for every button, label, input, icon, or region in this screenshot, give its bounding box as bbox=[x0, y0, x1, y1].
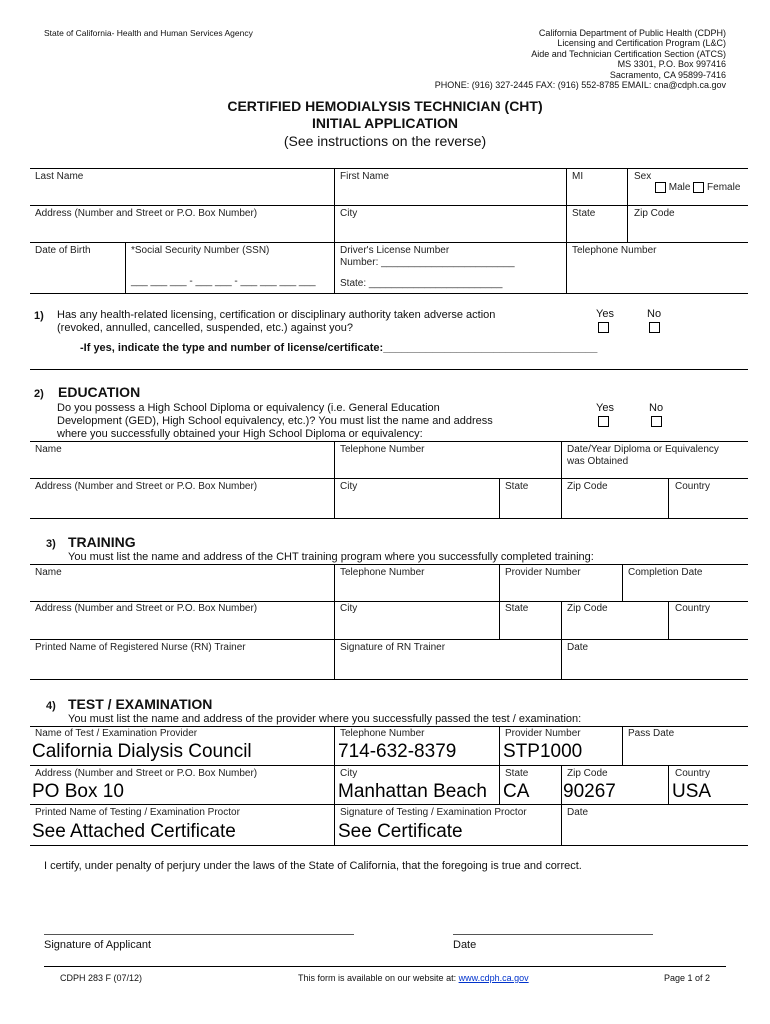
q1-text-line: (revoked, annulled, cancelled, suspended, etc.) against you? bbox=[57, 322, 353, 334]
test-provider-number-value[interactable]: STP1000 bbox=[503, 741, 583, 762]
divider bbox=[30, 293, 748, 294]
divider bbox=[30, 168, 748, 169]
education-no-label: No bbox=[649, 402, 664, 414]
contact-line: Licensing and Certification Program (L&C) bbox=[557, 38, 726, 49]
date-line[interactable] bbox=[453, 934, 653, 935]
test-telephone-label: Telephone Number bbox=[340, 728, 425, 739]
divider bbox=[668, 478, 669, 518]
divider bbox=[561, 441, 562, 518]
training-provider-label: Provider Number bbox=[505, 567, 581, 578]
first-name-label: First Name bbox=[340, 171, 389, 182]
department-contact bbox=[435, 28, 726, 90]
test-provider-name-value[interactable]: California Dialysis Council bbox=[32, 741, 252, 762]
divider bbox=[30, 564, 748, 565]
proctor-date-label: Date bbox=[567, 807, 589, 818]
training-completion-label: Completion Date bbox=[628, 567, 703, 578]
divider bbox=[334, 564, 335, 679]
test-zip-label: Zip Code bbox=[567, 768, 608, 779]
divider bbox=[668, 601, 669, 639]
training-name-label: Name bbox=[35, 567, 62, 578]
divider bbox=[125, 242, 126, 293]
signature-applicant-label: Signature of Applicant bbox=[44, 939, 152, 951]
training-country-label: Country bbox=[675, 603, 711, 614]
training-telephone-label: Telephone Number bbox=[340, 567, 425, 578]
q1-yes-label: Yes bbox=[596, 308, 614, 320]
female-checkbox[interactable] bbox=[693, 182, 704, 193]
footer-website bbox=[298, 973, 529, 984]
dl-label: Driver's License Number bbox=[340, 245, 450, 256]
education-yes-label: Yes bbox=[596, 402, 614, 414]
divider bbox=[30, 679, 748, 680]
divider bbox=[334, 726, 335, 845]
mi-label: MI bbox=[572, 171, 584, 182]
test-state-value[interactable]: CA bbox=[503, 781, 530, 802]
test-address-value[interactable]: PO Box 10 bbox=[32, 781, 124, 802]
education-text-line: Do you possess a High School Diploma or equivalency (i.e. General Education bbox=[57, 402, 440, 414]
divider bbox=[622, 726, 623, 765]
edu-city-label: City bbox=[340, 481, 358, 492]
address-label: Address (Number and Street or P.O. Box Number) bbox=[35, 208, 258, 219]
edu-state-label: State bbox=[505, 481, 529, 492]
test-pass-date-label: Pass Date bbox=[628, 728, 675, 739]
q1-text bbox=[57, 309, 495, 335]
training-state-label: State bbox=[505, 603, 529, 614]
edu-date-label-line: was Obtained bbox=[567, 456, 629, 467]
edu-telephone-label: Telephone Number bbox=[340, 444, 425, 455]
city-label: City bbox=[340, 208, 358, 219]
male-label: Male bbox=[668, 182, 691, 194]
test-text: You must list the name and address of the provider where you successfully passed the test / examination: bbox=[68, 713, 582, 725]
male-checkbox[interactable] bbox=[655, 182, 666, 193]
edu-zip-label: Zip Code bbox=[567, 481, 608, 492]
section-number: 2) bbox=[34, 388, 44, 400]
form-id: CDPH 283 F (07/12) bbox=[60, 973, 143, 983]
question-number: 1) bbox=[34, 310, 44, 322]
divider bbox=[499, 478, 500, 518]
training-text: You must list the name and address of the CHT training program where you successfully completed training: bbox=[68, 551, 594, 563]
education-text bbox=[57, 402, 493, 441]
education-yes-checkbox[interactable] bbox=[598, 416, 609, 427]
edu-date-label-line: Date/Year Diploma or Equivalency bbox=[567, 444, 719, 455]
test-provider-name-label: Name of Test / Examination Provider bbox=[35, 728, 198, 739]
divider bbox=[499, 726, 500, 804]
contact-line: Aide and Technician Certification Section (ATCS) bbox=[531, 48, 726, 59]
divider bbox=[30, 845, 748, 846]
dl-number-field[interactable]: Number: ________________________ bbox=[340, 257, 515, 268]
form-title: CERTIFIED HEMODIALYSIS TECHNICIAN (CHT) bbox=[227, 98, 543, 114]
test-country-label: Country bbox=[675, 768, 711, 779]
contact-line: PHONE: (916) 327-2445 FAX: (916) 552-8785 EMAIL: cna@cdph.ca.gov bbox=[434, 80, 726, 91]
divider bbox=[30, 205, 748, 206]
section-number: 4) bbox=[46, 700, 56, 712]
divider bbox=[334, 168, 335, 293]
rn-name-label: Printed Name of Registered Nurse (RN) Trainer bbox=[35, 642, 246, 653]
test-title: TEST / EXAMINATION bbox=[68, 696, 213, 712]
signature-line[interactable] bbox=[44, 934, 354, 935]
q1-text-line: Has any health-related licensing, certification or disciplinary authority taken adverse action bbox=[57, 309, 496, 321]
telephone-label: Telephone Number bbox=[572, 245, 657, 256]
test-address-label: Address (Number and Street or P.O. Box Number) bbox=[35, 768, 258, 779]
divider bbox=[30, 441, 748, 442]
divider bbox=[566, 168, 567, 293]
test-zip-value[interactable]: 90267 bbox=[563, 781, 616, 802]
agency-name: State of California- Health and Human Services Agency bbox=[44, 28, 253, 38]
test-city-label: City bbox=[340, 768, 358, 779]
sex-label: Sex bbox=[634, 171, 652, 182]
rn-date-label: Date bbox=[567, 642, 589, 653]
divider bbox=[561, 601, 562, 679]
divider bbox=[561, 765, 562, 845]
edu-address-label: Address (Number and Street or P.O. Box Number) bbox=[35, 481, 258, 492]
zip-label: Zip Code bbox=[634, 208, 675, 219]
section-number: 3) bbox=[46, 538, 56, 550]
edu-date-label bbox=[567, 444, 719, 468]
edu-country-label: Country bbox=[675, 481, 711, 492]
training-title: TRAINING bbox=[68, 534, 136, 550]
divider bbox=[30, 601, 748, 602]
divider bbox=[668, 765, 669, 804]
female-label: Female bbox=[707, 182, 741, 194]
proctor-name-label: Printed Name of Testing / Examination Proctor bbox=[35, 807, 240, 818]
divider bbox=[622, 564, 623, 601]
proctor-signature-value[interactable]: See Certificate bbox=[338, 821, 463, 842]
test-state-label: State bbox=[505, 768, 529, 779]
contact-line: MS 3301, P.O. Box 997416 bbox=[617, 59, 726, 70]
last-name-label: Last Name bbox=[35, 171, 84, 182]
signature-date-label: Date bbox=[453, 939, 477, 951]
form-subtitle: INITIAL APPLICATION bbox=[312, 115, 458, 131]
certification-statement: I certify, under penalty of perjury under the laws of the State of California, that the foregoing is true and correct. bbox=[44, 860, 582, 872]
divider bbox=[30, 639, 748, 640]
divider bbox=[499, 564, 500, 639]
divider bbox=[627, 168, 628, 242]
proctor-signature-label: Signature of Testing / Examination Proctor bbox=[340, 807, 527, 818]
test-country-value[interactable]: USA bbox=[672, 781, 712, 802]
divider bbox=[30, 518, 748, 519]
website-link[interactable]: www.cdph.ca.gov bbox=[458, 973, 529, 983]
education-title: EDUCATION bbox=[58, 384, 141, 400]
state-label: State bbox=[572, 208, 596, 219]
q1-yes-checkbox[interactable] bbox=[598, 322, 609, 333]
education-no-checkbox[interactable] bbox=[651, 416, 662, 427]
ssn-blank[interactable]: ___ ___ ___ - ___ ___ - ___ ___ ___ ___ bbox=[131, 276, 316, 287]
contact-line: California Department of Public Health (CDPH) bbox=[538, 28, 726, 38]
website-text: This form is available on our website at: bbox=[298, 973, 457, 983]
divider bbox=[30, 478, 748, 479]
q1-ifyes-line[interactable]: -If yes, indicate the type and number of license/certificate:___________________________________ bbox=[80, 342, 598, 354]
form-instructions-note: (See instructions on the reverse) bbox=[283, 133, 487, 149]
training-address-label: Address (Number and Street or P.O. Box Number) bbox=[35, 603, 258, 614]
test-city-value[interactable]: Manhattan Beach bbox=[338, 781, 487, 802]
contact-line: Sacramento, CA 95899-7416 bbox=[609, 69, 726, 80]
test-telephone-value[interactable]: 714-632-8379 bbox=[338, 741, 457, 762]
test-provider-number-label: Provider Number bbox=[505, 728, 581, 739]
dl-state-field[interactable]: State: ________________________ bbox=[340, 278, 503, 289]
divider bbox=[334, 441, 335, 518]
page-number: Page 1 of 2 bbox=[663, 973, 710, 983]
divider bbox=[30, 804, 748, 805]
q1-no-checkbox[interactable] bbox=[649, 322, 660, 333]
training-zip-label: Zip Code bbox=[567, 603, 608, 614]
divider bbox=[30, 765, 748, 766]
dob-label: Date of Birth bbox=[35, 245, 91, 256]
rn-signature-label: Signature of RN Trainer bbox=[340, 642, 446, 653]
proctor-name-value[interactable]: See Attached Certificate bbox=[32, 821, 236, 842]
education-text-line: Development (GED), High School equivalency, etc.)? You must list the name and address bbox=[57, 415, 493, 427]
divider bbox=[30, 242, 748, 243]
ssn-label: *Social Security Number (SSN) bbox=[131, 245, 270, 256]
footer-divider bbox=[44, 966, 726, 967]
edu-name-label: Name bbox=[35, 444, 62, 455]
training-city-label: City bbox=[340, 603, 358, 614]
divider bbox=[30, 369, 748, 370]
sex-options bbox=[655, 182, 740, 194]
education-text-line: where you successfully obtained your High School Diploma or equivalency: bbox=[57, 428, 423, 440]
q1-no-label: No bbox=[647, 308, 662, 320]
divider bbox=[30, 726, 748, 727]
